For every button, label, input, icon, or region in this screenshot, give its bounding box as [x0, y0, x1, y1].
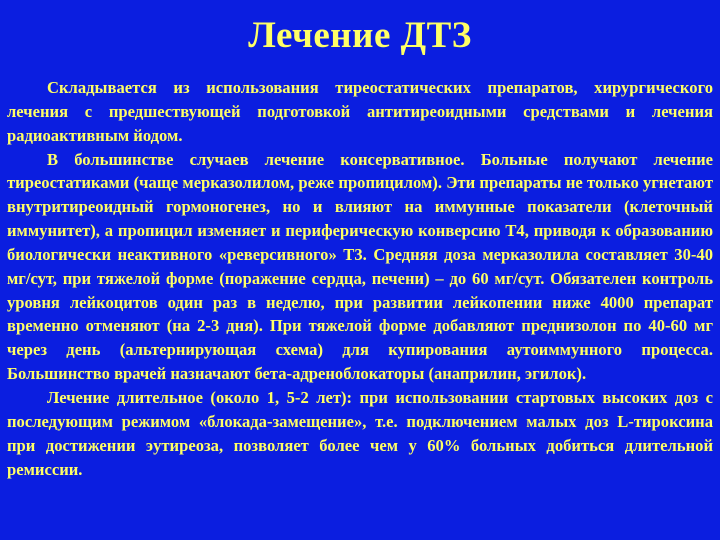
slide-title: Лечение ДТЗ — [248, 15, 472, 56]
paragraph-composition: Складывается из использования тиреостатических препаратов, хирургического лечения с предшествующей подготовкой антитиреоидными средствами и лечения радиоактивным йодом. — [7, 78, 713, 145]
paragraph-conservative-treatment: В большинстве случаев лечение консервативное. Больные получают лечение тиреостатиками (чаще мерказолилом, реже пропицилом). Эти препараты не только угнетают внутритиреоидный гормоногенез, но и влияют на иммунные показатели (клеточный иммунитет), а пропицил изменяет и периферическую конверсию Т4, приводя к образованию биологически неактивного «реверсивного» Т3. Средняя доза мерказолила составляет 30-40 мг/сут, при тяжелой форме (поражение сердца, печени) – до 60 мг/сут. Обязателен контроль уровня лейкоцитов один раз в неделю, при развитии лейкопении ниже 4000 препарат временно отменяют (на 2-3 дня). При тяжелой форме добавляют преднизолон по 40-60 мг через день (альтернирующая схема) для купирования аутоиммунного процесса. Большинство врачей назначают бета-адреноблокаторы (анаприлин, эгилок). — [7, 149, 713, 384]
slide-body — [7, 76, 713, 481]
paragraph-long-term-treatment: Лечение длительное (около 1, 5-2 лет): при использовании стартовых высоких доз с последующим режимом «блокада-замещение», т.е. подключением малых доз L-тироксина при достижении эутиреоза, позволяет более чем у 60% больных добиться длительной ремиссии. — [7, 387, 713, 479]
